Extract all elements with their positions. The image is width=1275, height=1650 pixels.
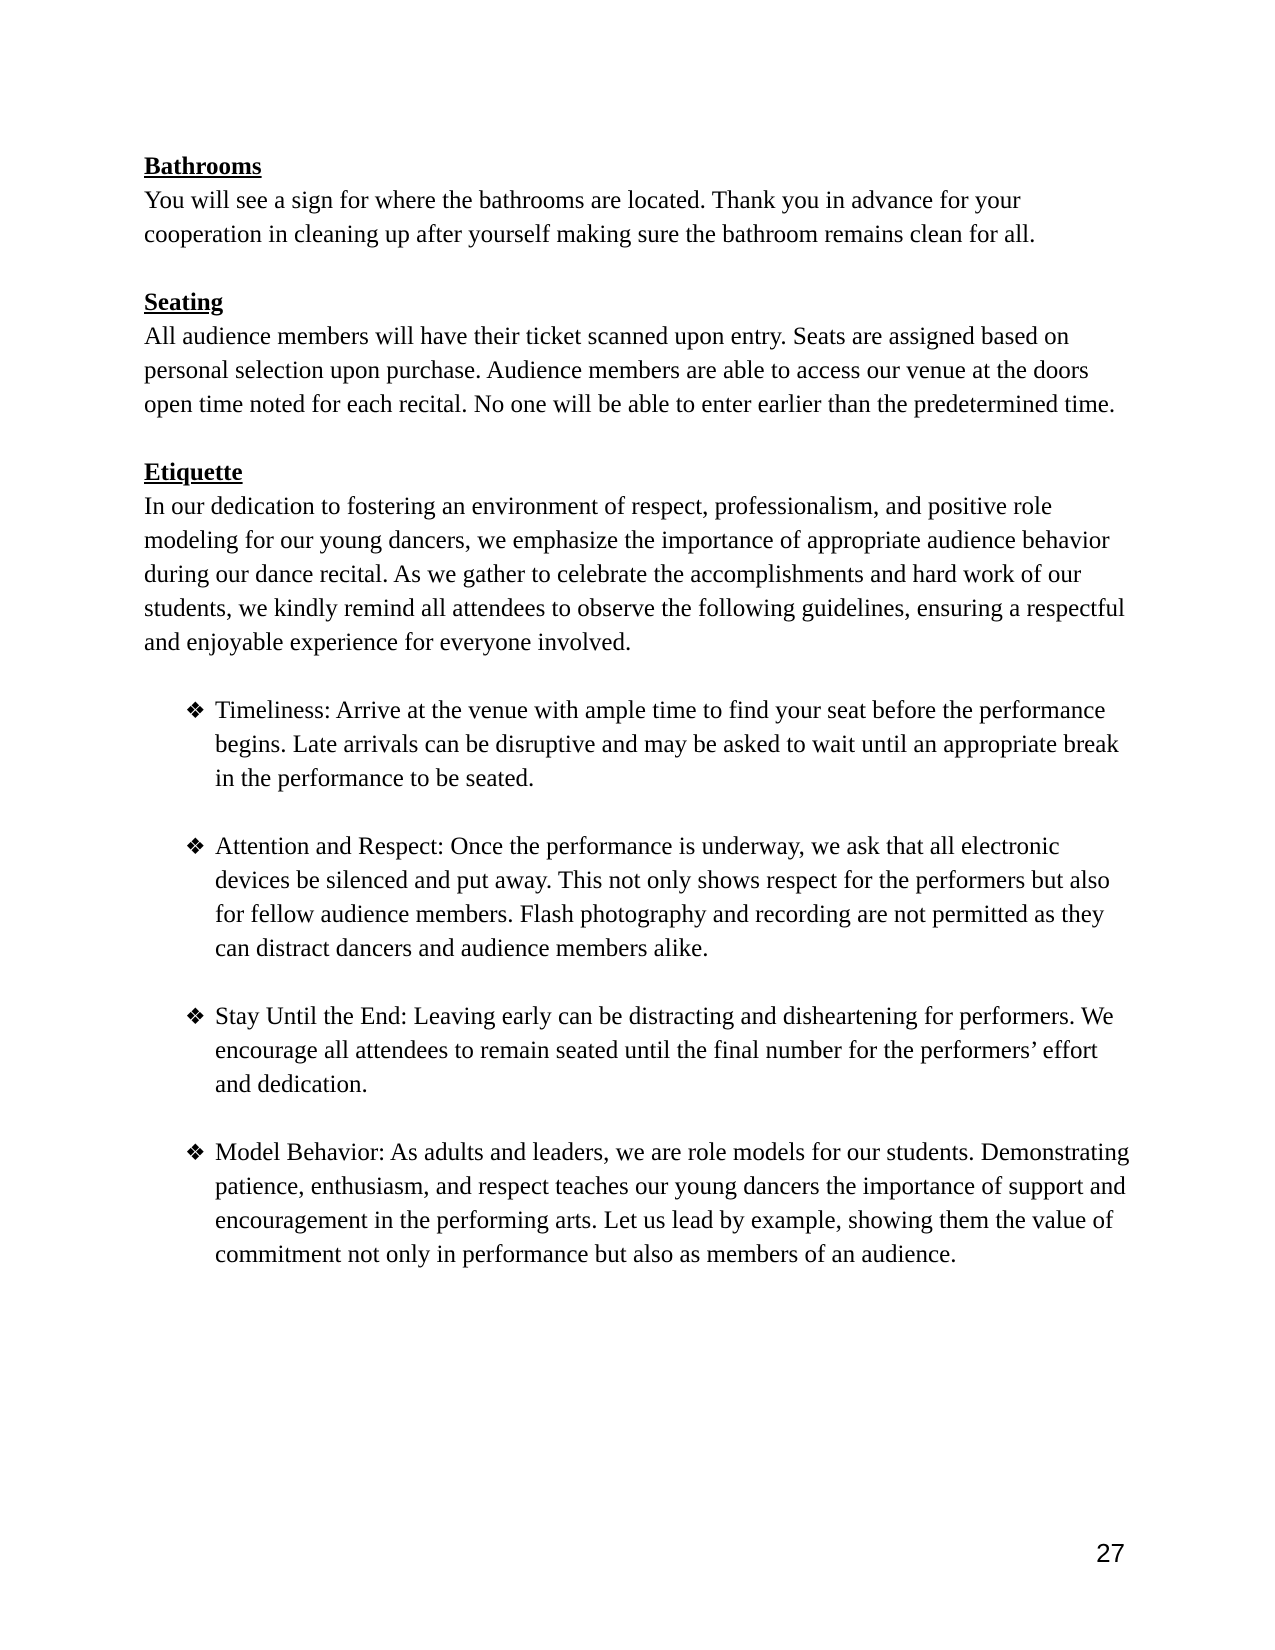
bullet-item-stay-until-end xyxy=(144,1000,1134,1102)
bullet-item-model-behavior xyxy=(144,1136,1134,1272)
etiquette-bullet-list xyxy=(144,694,1134,1272)
page-number: 27 xyxy=(1096,1538,1125,1568)
diamond-bullet-icon: ❖ xyxy=(185,1140,206,1165)
bullet-text-model-behavior: Model Behavior: As adults and leaders, we are role models for our students. Demonstrating patience, enthusiasm, and respect teaches our young dancers the importance of support and encouragement in the performing arts. Let us lead by example, showing them the value of commitment not only in performance but also as members of an audience. xyxy=(215,1139,1130,1268)
bullet-item-timeliness xyxy=(144,694,1134,796)
bullet-text-timeliness: Timeliness: Arrive at the venue with ample time to find your seat before the performance begins. Late arrivals can be disruptive and may be asked to wait until an appropriate break in the performance to be seated. xyxy=(215,697,1119,792)
section-etiquette xyxy=(144,456,1134,1272)
section-bathrooms xyxy=(144,150,1134,252)
bullet-text-attention-respect: Attention and Respect: Once the performance is underway, we ask that all electronic devices be silenced and put away. This not only shows respect for the performers but also for fellow audience members. Flash photography and recording are not permitted as they can distract dancers and audience members alike. xyxy=(215,833,1110,962)
section-heading-etiquette: Etiquette xyxy=(144,459,243,486)
section-heading-seating: Seating xyxy=(144,289,224,316)
diamond-bullet-icon: ❖ xyxy=(185,698,206,723)
bullet-item-attention-respect xyxy=(144,830,1134,966)
diamond-bullet-icon: ❖ xyxy=(185,1004,206,1029)
section-body-bathrooms: You will see a sign for where the bathrooms are located. Thank you in advance for your cooperation in cleaning up after yourself making sure the bathroom remains clean for all. xyxy=(144,187,1036,248)
section-heading-bathrooms: Bathrooms xyxy=(144,153,262,180)
section-body-etiquette: In our dedication to fostering an environment of respect, professionalism, and positive role modeling for our young dancers, we emphasize the importance of appropriate audience behavior during our dance recital. As we gather to celebrate the accomplishments and hard work of our students, we kindly remind all attendees to observe the following guidelines, ensuring a respectful and enjoyable experience for everyone involved. xyxy=(144,493,1126,656)
section-body-seating: All audience members will have their ticket scanned upon entry. Seats are assigned based on personal selection upon purchase. Audience members are able to access our venue at the doors open time noted for each recital. No one will be able to enter earlier than the predetermined time. xyxy=(144,323,1116,418)
document-content xyxy=(144,150,1134,1306)
diamond-bullet-icon: ❖ xyxy=(185,834,206,859)
section-seating xyxy=(144,286,1134,422)
bullet-text-stay-until-end: Stay Until the End: Leaving early can be distracting and disheartening for performers. We encourage all attendees to remain seated until the final number for the performers’ effort and dedication. xyxy=(215,1003,1114,1098)
